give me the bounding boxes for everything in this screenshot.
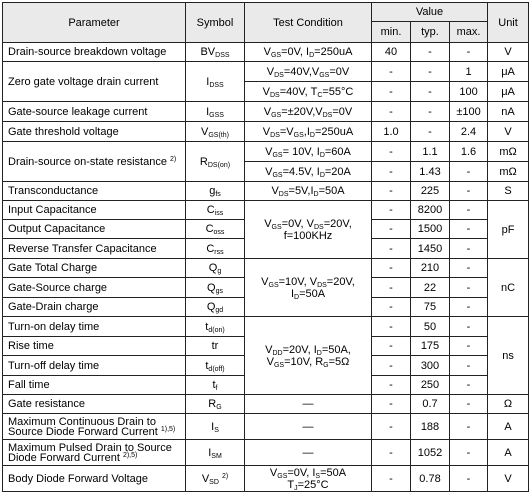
header-typ: typ. [411,22,450,43]
max-cell: 2.4 [450,122,488,142]
table-row [3,395,529,414]
unit-cell: V [488,466,529,492]
typ-cell: 8200 [411,201,450,220]
unit-cell: nC [488,259,529,317]
table-row [3,317,529,337]
typ-cell: 1052 [411,440,450,466]
parameter-cell: Gate resistance [3,395,186,414]
parameter-cell: Gate Total Charge [3,259,186,278]
table-row [3,142,529,162]
header-max: max. [450,22,488,43]
min-cell: - [372,102,411,122]
table-row [3,414,529,440]
min-cell: - [372,317,411,337]
max-cell: - [450,278,488,298]
condition-cell: $V_{GS}=10V$, $V_{DS}=20V$, $I_D=50A$ [245,259,372,317]
parameter-cell: Body Diode Forward Voltage [3,466,186,492]
max-cell: - [450,298,488,317]
table-row [3,440,529,466]
typ-cell: 22 [411,278,450,298]
min-cell: - [372,395,411,414]
symbol-cell: $C_{iss}$ [186,201,245,220]
parameter-cell: Gate threshold voltage [3,122,186,142]
typ-cell: 1.1 [411,142,450,162]
min-cell: - [372,82,411,102]
typ-cell: 300 [411,356,450,376]
condition-cell: $V_{DS}=40V,V_{GS}=0V$ [245,62,372,82]
condition-cell: $V_{GS}=0V$, $V_{DS}=20V$, f=100KHz [245,201,372,259]
min-cell: - [372,278,411,298]
unit-cell: μA [488,82,529,102]
unit-cell: V [488,122,529,142]
unit-cell: μA [488,62,529,82]
min-cell: - [372,62,411,82]
typ-cell: 1.43 [411,162,450,182]
condition-cell: $V_{GS}=\pm 20V,V_{DS}=0V$ [245,102,372,122]
symbol-cell: $I_{DSS}$ [186,62,245,102]
symbol-cell: $R_{DS(on)}$ [186,142,245,182]
max-cell: 1.6 [450,142,488,162]
parameter-cell: Gate-Drain charge [3,298,186,317]
max-cell: ±100 [450,102,488,122]
symbol-cell: $Q_g$ [186,259,245,278]
parameter-cell: Output Capacitance [3,220,186,239]
parameter-cell: Input Capacitance [3,201,186,220]
max-cell: - [450,182,488,201]
unit-cell: ns [488,317,529,395]
table-row [3,102,529,122]
unit-cell: mΩ [488,162,529,182]
min-cell: - [372,201,411,220]
min-cell: - [372,356,411,376]
parameter-cell: Turn-on delay time [3,317,186,337]
table-row [3,182,529,201]
condition-cell: $V_{GS}=0V$, $I_S=50A$ $T_J=25^\circ C$ [245,466,372,492]
symbol-cell: $g_{fs}$ [186,182,245,201]
condition-cell: $V_{GS}= 10V$, $I_D=60A$ [245,142,372,162]
max-cell: - [450,259,488,278]
header-test-condition: Test Condition [245,3,372,43]
symbol-cell: $V_{GS(th)}$ [186,122,245,142]
typ-cell: 210 [411,259,450,278]
parameter-cell: Gate-source leakage current [3,102,186,122]
table-row [3,62,529,82]
symbol-cell: $Q_{gd}$ [186,298,245,317]
max-cell: - [450,395,488,414]
parameter-cell: Fall time [3,376,186,395]
max-cell: - [450,43,488,62]
unit-cell: Ω [488,395,529,414]
symbol-cell: $I_S$ [186,414,245,440]
condition-cell: — [245,414,372,440]
min-cell: - [372,182,411,201]
condition-cell: $V_{DS}=40V$, $T_C=55^\circ C$ [245,82,372,102]
electrical-characteristics-table [2,2,529,492]
parameter-cell: Turn-off delay time [3,356,186,376]
parameter-cell: Gate-Source charge [3,278,186,298]
min-cell: - [372,414,411,440]
min-cell: - [372,220,411,239]
parameter-cell: Maximum Pulsed Drain to Source Diode Forward Current $^{2),5)}$ [3,440,186,466]
max-cell: - [450,376,488,395]
typ-cell: - [411,62,450,82]
table-row [3,466,529,492]
unit-cell: A [488,440,529,466]
symbol-cell: $C_{oss}$ [186,220,245,239]
symbol-cell: $I_{SM}$ [186,440,245,466]
unit-cell: nA [488,102,529,122]
max-cell: - [450,414,488,440]
parameter-cell: Drain-source breakdown voltage [3,43,186,62]
symbol-cell: $I_{GSS}$ [186,102,245,122]
header-value: Value [372,3,488,22]
max-cell: - [450,466,488,492]
table-row [3,201,529,220]
unit-cell: V [488,43,529,62]
max-cell: - [450,440,488,466]
parameter-cell: Rise time [3,337,186,356]
typ-cell: 225 [411,182,450,201]
header-unit: Unit [488,3,529,43]
symbol-cell: $C_{rss}$ [186,239,245,259]
max-cell: - [450,201,488,220]
min-cell: - [372,337,411,356]
max-cell: - [450,162,488,182]
typ-cell: - [411,82,450,102]
max-cell: 100 [450,82,488,102]
min-cell: - [372,440,411,466]
min-cell: - [372,466,411,492]
typ-cell: 0.7 [411,395,450,414]
table-row [3,259,529,278]
typ-cell: 175 [411,337,450,356]
condition-cell: $V_{GS}=4.5V$, $I_D=20A$ [245,162,372,182]
symbol-cell: tr [186,337,245,356]
table-row [3,43,529,62]
max-cell: - [450,356,488,376]
min-cell: - [372,298,411,317]
typ-cell: 250 [411,376,450,395]
condition-cell: $V_{GS}=0V$, $I_D=250uA$ [245,43,372,62]
typ-cell: 1500 [411,220,450,239]
typ-cell: 75 [411,298,450,317]
typ-cell: 50 [411,317,450,337]
symbol-cell: $t_{d(off)}$ [186,356,245,376]
symbol-cell: $t_{d(on)}$ [186,317,245,337]
symbol-cell: $BV_{DSS}$ [186,43,245,62]
parameter-cell: Transconductance [3,182,186,201]
max-cell: - [450,317,488,337]
min-cell: - [372,142,411,162]
min-cell: - [372,239,411,259]
spec-table-wrapper [2,2,529,492]
symbol-cell: $Q_{gs}$ [186,278,245,298]
max-cell: - [450,239,488,259]
typ-cell: - [411,43,450,62]
typ-cell: - [411,122,450,142]
min-cell: 40 [372,43,411,62]
min-cell: - [372,259,411,278]
symbol-cell: $R_G$ [186,395,245,414]
typ-cell: - [411,102,450,122]
unit-cell: S [488,182,529,201]
header-min: min. [372,22,411,43]
unit-cell: pF [488,201,529,259]
typ-cell: 188 [411,414,450,440]
typ-cell: 0.78 [411,466,450,492]
condition-cell: — [245,395,372,414]
condition-cell: — [245,440,372,466]
header-parameter: Parameter [3,3,186,43]
condition-cell: $V_{DD}=20V$, $I_D=50A$, $V_{GS}=10V$, $R_G=5\Omega$ [245,317,372,395]
parameter-cell: Drain-source on-state resistance $^{2)}$ [3,142,186,182]
min-cell: - [372,376,411,395]
unit-cell: A [488,414,529,440]
header-symbol: Symbol [186,3,245,43]
parameter-cell: Maximum Continuous Drain to Source Diode Forward Current $^{1),5)}$ [3,414,186,440]
symbol-cell: $V_{SD}$ $^{2)}$ [186,466,245,492]
symbol-cell: $t_f$ [186,376,245,395]
condition-cell: $V_{DS}=V_{GS},I_D=250uA$ [245,122,372,142]
parameter-cell: Reverse Transfer Capacitance [3,239,186,259]
max-cell: 1 [450,62,488,82]
max-cell: - [450,337,488,356]
unit-cell: mΩ [488,142,529,162]
table-row [3,122,529,142]
parameter-cell: Zero gate voltage drain current [3,62,186,102]
condition-cell: $V_{DS}=5V,I_D=50A$ [245,182,372,201]
typ-cell: 1450 [411,239,450,259]
min-cell: 1.0 [372,122,411,142]
min-cell: - [372,162,411,182]
max-cell: - [450,220,488,239]
